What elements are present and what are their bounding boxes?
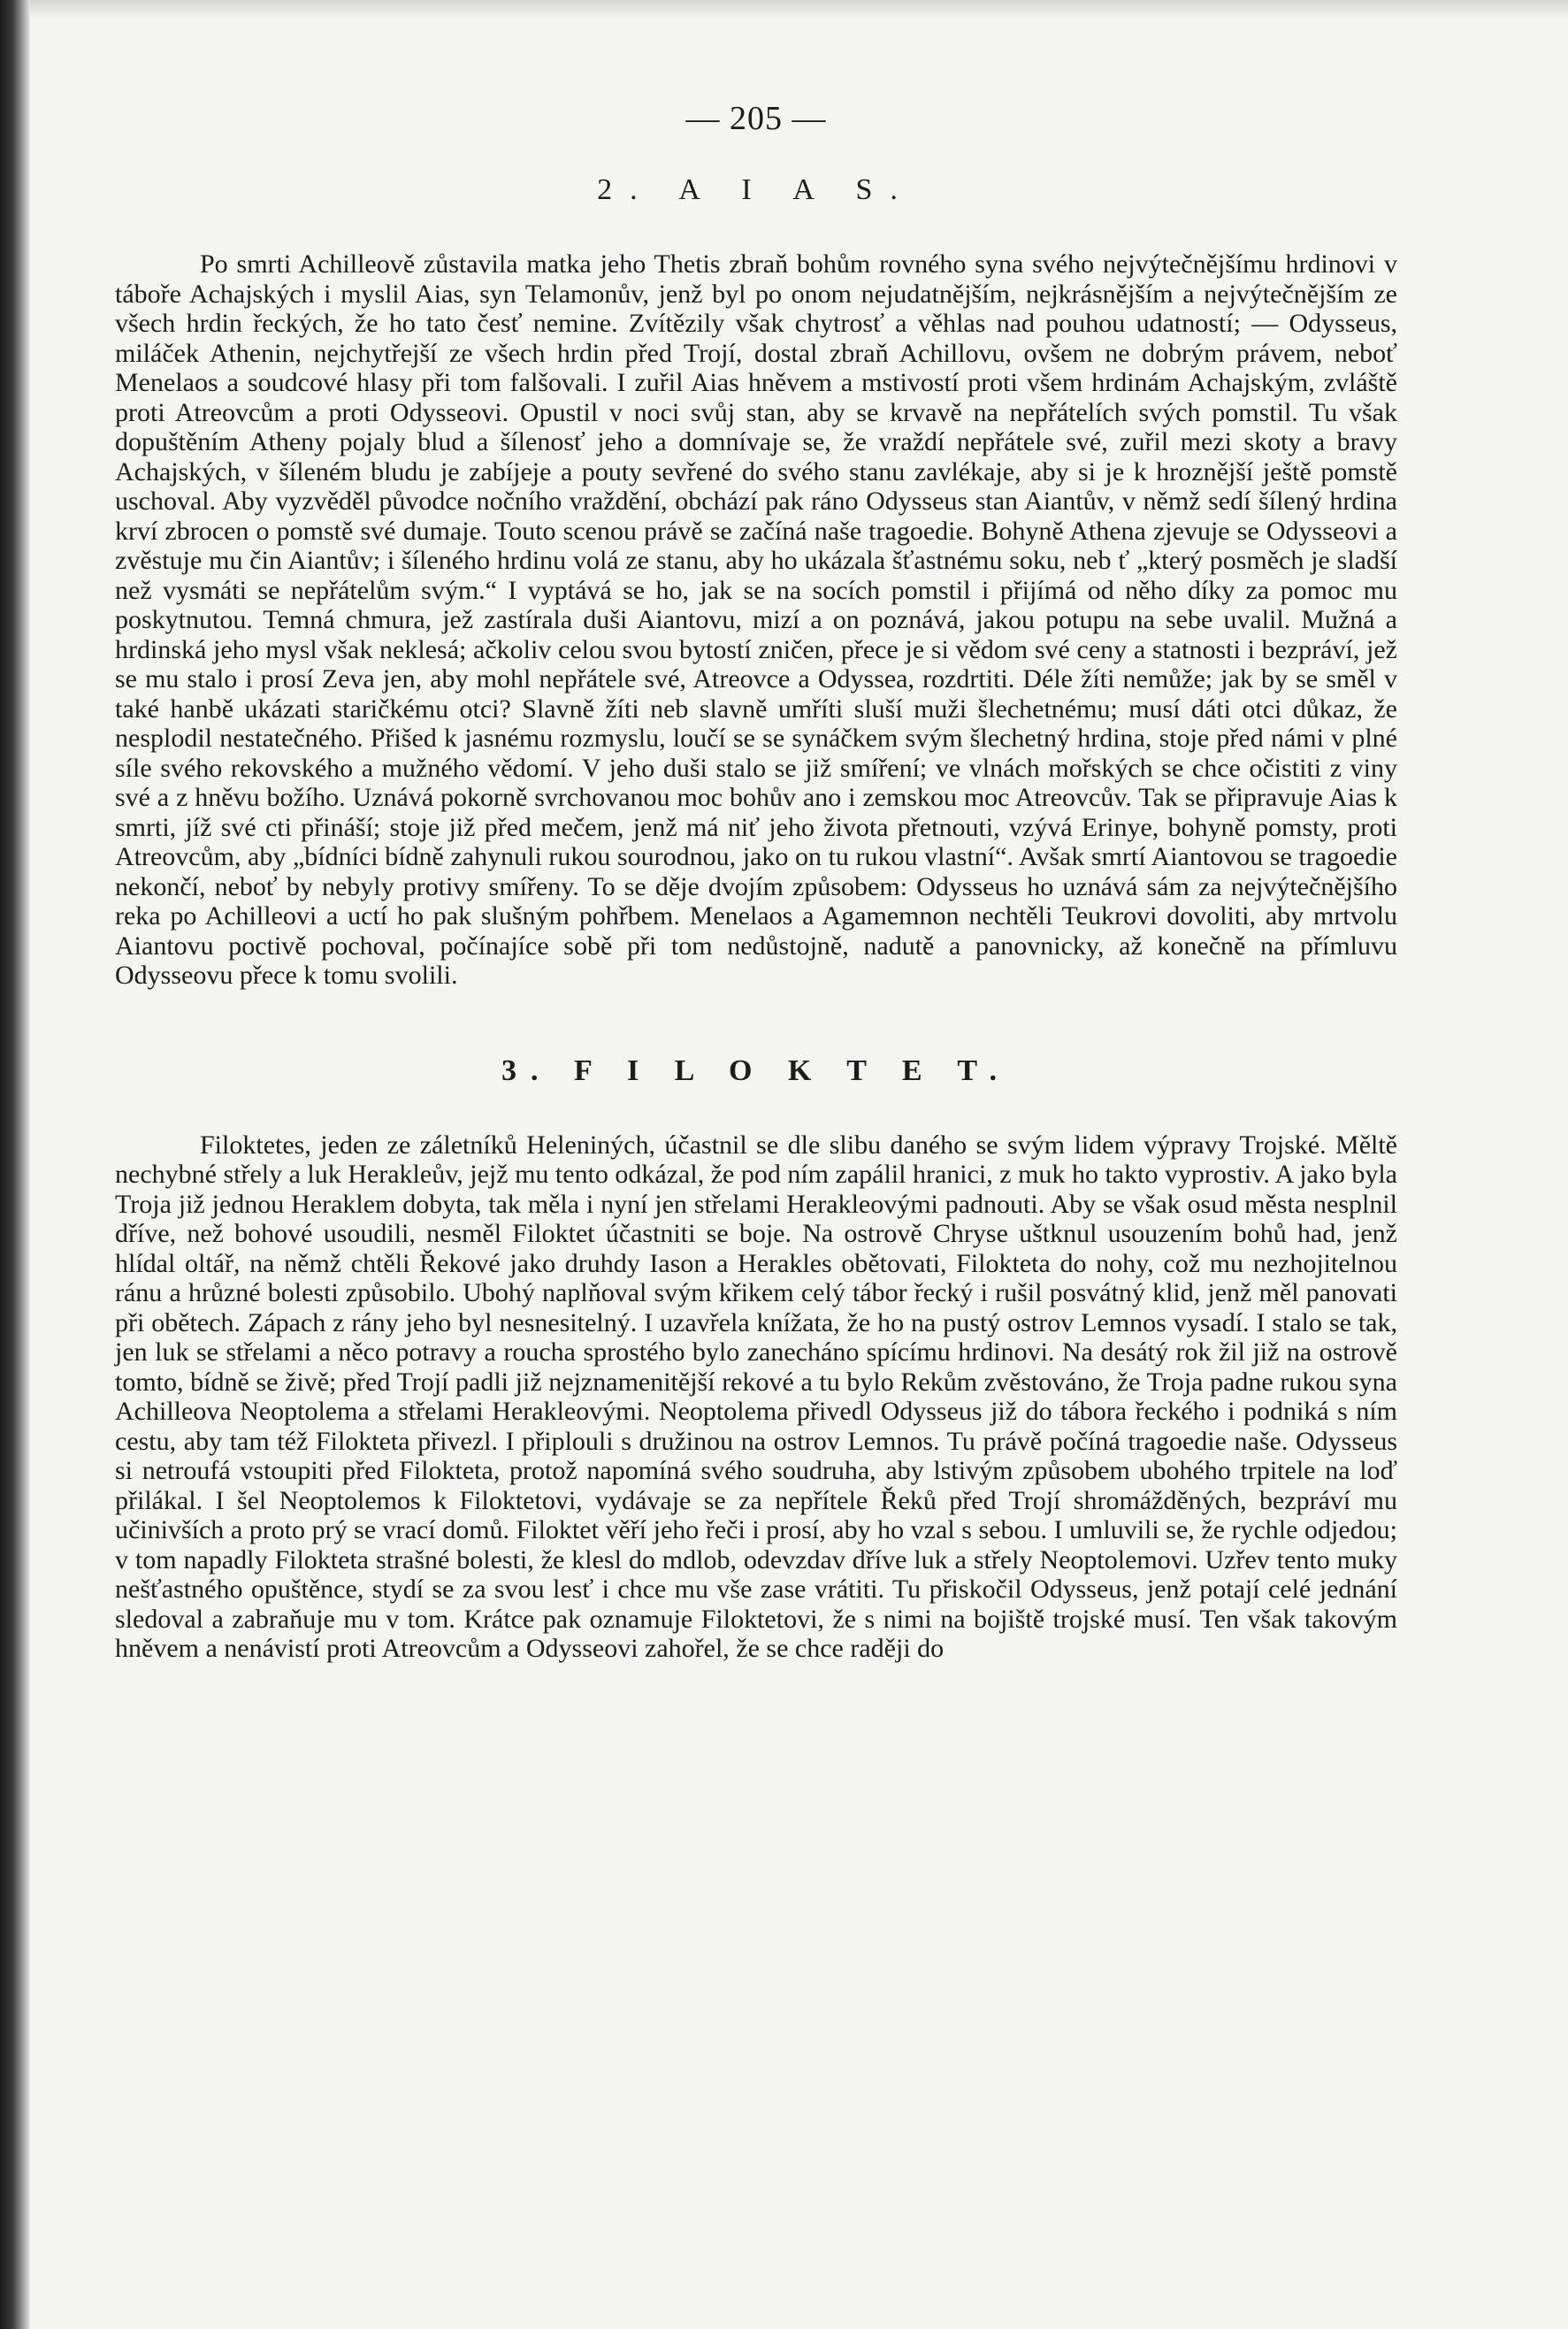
page-content [115, 96, 1397, 1664]
page-number: — 205 — [685, 100, 827, 137]
section-body-filoktet: Filoktetes, jeden ze záletníků Heleniných, účastnil se dle slibu daného se svým lidem výpravy Trojské. Měltě nechybné střely a luk Herakleův, jejž mu tento odkázal, že pod ním zapálil hranici, z muk ho takto vyprostiv. A jako byla Troja již jednou Heraklem dobyta, tak měla i nyní jen střelami Herakleovými padnouti. Aby se však osud města nesplnil dříve, než bohové usoudili, nesměl Filoktet účastniti se boje. Na ostrově Chryse uštknul usouzením bohů had, jenž hlídal oltář, na němž chtěli Řekové jako druhdy Iason a Herakles obětovati, Filokteta do nohy, což mu nezhojitelnou ránu a hrůzné bolesti způsobilo. Ubohý naplňoval svým křikem celý tábor řecký i rušil posvátný klid, jenž měl panovati při obětech. Zápach z rány jeho byl nesnesitelný. I uzavřela knížata, že ho na pustý ostrov Lemnos vysadí. I stalo se tak, jen luk se střelami a něco potravy a roucha sprostého bylo zanecháno spícímu hrdinovi. Na desátý rok žil již na ostrově tomto, bídně se živě; před Trojí padli již nejznamenitější rekové a tu bylo Rekům zvěstováno, že Troja padne rukou syna Achilleova Neoptolema a střelami Herakleovými. Neoptolema přivedl Odysseus již do tábora řeckého i podniká s ním cestu, aby tam též Filokteta přivezl. I připlouli s družinou na ostrov Lemnos. Tu právě počíná tragoedie naše. Odysseus si netroufá vstoupiti před Filokteta, protož napomíná svého soudruha, aby lstivým způsobem ubohého trpitele na loď přilákal. I šel Neoptolemos k Filoktetovi, vydávaje se za nepřítele Řeků před Trojí shromážděných, bezpráví mu učinivších a proto prý se vrací domů. Filoktet věří jeho řeči i prosí, aby ho vzal s sebou. I umluvili se, že rychle odjedou; v tom napadly Filokteta strašné bolesti, že klesl do mdlob, odevzdav dříve luk a střely Neoptolemovi. Uzřev tento muky nešťastného opuštěnce, stydí se za svou lesť i chce mu vše zase vrátiti. Tu přiskočil Odysseus, jenž potají celé jednání sledoval a zabraňuje mu v tom. Krátce pak oznamuje Filoktetovi, že s nimi na bojiště trojské musí. Ten však takovým hněvem a nenávistí proti Atreovcům a Odysseovi zahořel, že se chce raději do [115, 1130, 1397, 1663]
page-top-shadow [30, 0, 1568, 19]
section-title-aias: 2. A I A S. [597, 173, 915, 206]
page-binding-edge [0, 0, 30, 2329]
section-body-aias: Po smrti Achilleově zůstavila matka jeho Thetis zbraň bohům rovného syna svého nejvýtečnějšímu hrdinovi v táboře Achajských i myslil Aias, syn Telamonův, jenž byl po onom nejudatnějším, nejkrásnějším a nejvýtečnějším ze všech hrdin řeckých, že ho tato česť nemine. Zvítězily však chytrosť a věhlas nad pouhou udatností; — Odysseus, miláček Athenin, nejchytřejší ze všech hrdin před Trojí, dostal zbraň Achillovu, ovšem ne dobrým právem, neboť Menelaos a soudcové hlasy při tom falšovali. I zuřil Aias hněvem a mstivostí proti všem hrdinám Achajským, zvláště proti Atreovcům a proti Odysseovi. Opustil v noci svůj stan, aby se krvavě na nepřátelích svých pomstil. Tu však dopuštěním Atheny pojaly blud a šílenosť jeho a domnívaje se, že vraždí nepřátele své, zuřil mezi skoty a bravy Achajských, v šíleném bludu je zabíjeje a pouty sevřené do svého stanu zavlékaje, aby si je k hroznější ještě pomstě uschoval. Aby vyzvěděl původce nočního vraždění, obchází pak ráno Odysseus stan Aiantův, v němž sedí šílený hrdina krví zbrocen o pomstě své dumaje. Touto scenou právě se začíná naše tragoedie. Bohyně Athena zjevuje se Odysseovi a zvěstuje mu čin Aiantův; i šíleného hrdinu volá ze stanu, aby ho ukázala šťastnému soku, neb ť „který posměch je sladší než vysmáti se nepřátelům svým.“ I vyptává se ho, jak se na socích pomstil i přijímá od něho díky za pomoc mu poskytnutou. Temná chmura, jež zastírala duši Aiantovu, mizí a on poznává, jakou potupu na sebe uvalil. Mužná a hrdinská jeho mysl však neklesá; ačkoliv celou svou bytostí zničen, přece je si vědom své ceny a statnosti i bezpráví, jež se mu stalo i prosí Zeva jen, aby mohl nepřátele své, Atreovce a Odyssea, rozdrtiti. Déle žíti nemůže; jak by se směl v také hanbě ukázati staričkému otci? Slavně žíti neb slavně umříti sluší muži šlechetnému; musí dáti otci důkaz, že nesplodil nestatečného. Přišed k jasnému rozmyslu, loučí se se synáčkem svým šlechetný hrdina, stoje před námi v plné síle svého rekovského a mužného vědomí. V jeho duši stalo se již smíření; ve vlnách mořských se chce očistiti z viny své a z hněvu božího. Uznává pokorně svrchovanou moc bohův ano i zemskou moc Atreovcův. Tak se připravuje Aias k smrti, jíž své cti přináší; stoje již před mečem, jenž má niť jeho života přetnouti, vzývá Erinye, bohyně pomsty, proti Atreovcům, aby „bídníci bídně zahynuli rukou sourodnou, jako on tu rukou vlastní“. Avšak smrtí Aiantovou se tragoedie nekončí, neboť by nebyly protivy smířeny. To se děje dvojím způsobem: Odysseus ho uznává sám za nejvýtečnějšího reka po Achilleovi a uctí ho pak slušným pohřbem. Menelaos a Agamemnon nechtěli Teukrovi dovoliti, aby mrtvolu Aiantovu poctivě pochoval, počínajíce sobě při tom nedůstojně, nadutě a panovnicky, až konečně na přímluvu Odysseovu přece k tomu svolili. [115, 249, 1397, 990]
section-title-filoktet: 3. F I L O K T E T. [501, 1053, 1012, 1087]
